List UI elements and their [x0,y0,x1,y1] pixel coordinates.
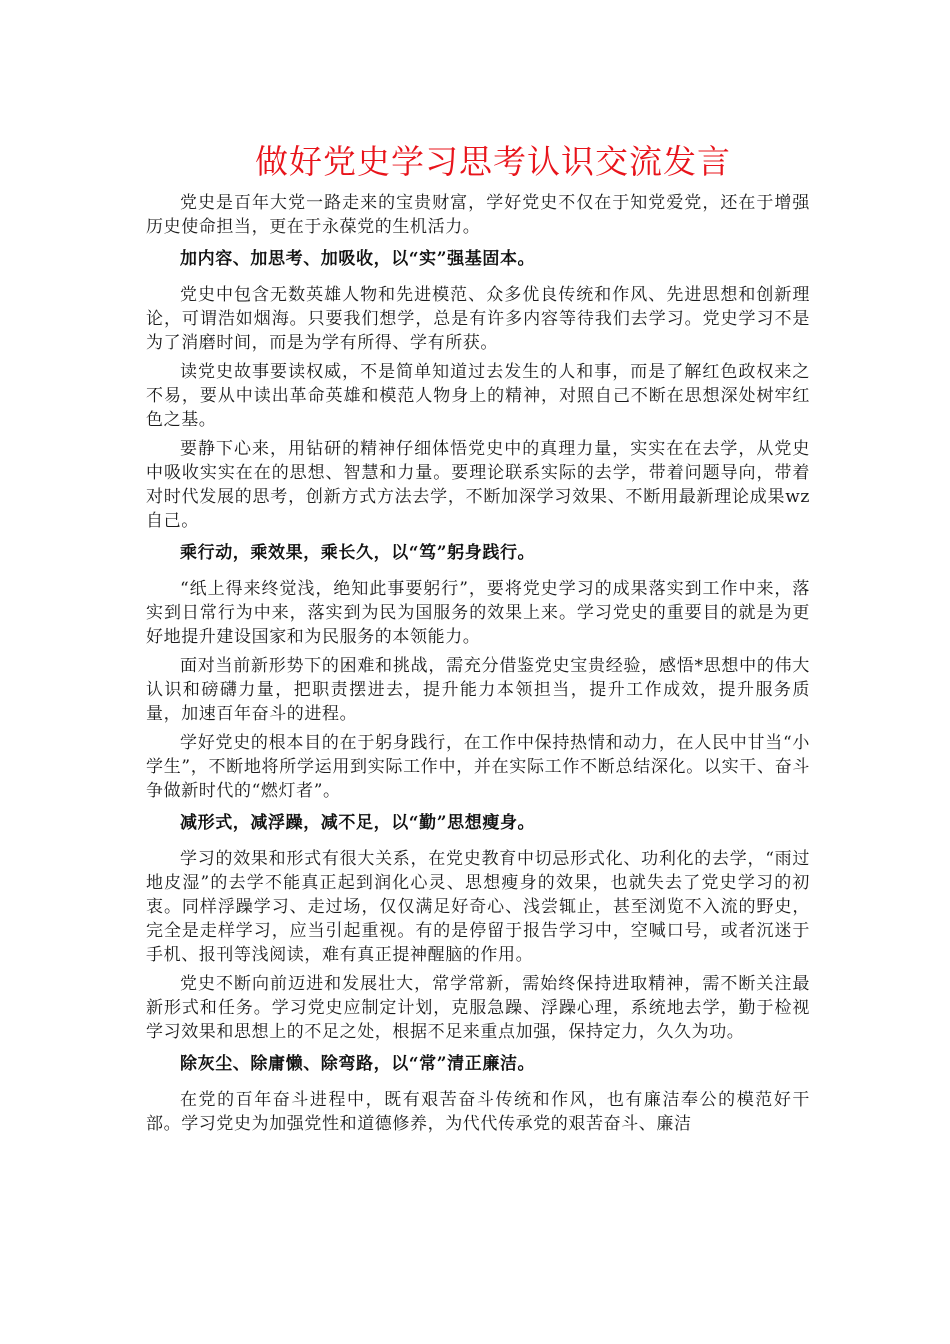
paragraph: 学好党史的根本目的在于躬身践行，在工作中保持热情和动力，在人民中甘当“小学生”，不断地将所学运用到实际工作中，并在实际工作不断总结深化。以实干、奋斗争做新时代的“燃灯者”。 [146,733,810,801]
document-title: 做好党史学习思考认识交流发言 [255,142,731,181]
paragraph: 要静下心来，用钻研的精神仔细体悟党史中的真理力量，实实在在去学，从党史中吸收实实在在的思想、智慧和力量。要理论联系实际的去学，带着问题导向，带着对时代发展的思考，创新方式方法去学，不断加深学习效果、不断用最新理论成果wz自己。 [146,439,810,531]
paragraph: 党史中包含无数英雄人物和先进模范、众多优良传统和作风、先进思想和创新理论，可谓浩如烟海。只要我们想学，总是有许多内容等待我们去学习。党史学习不是为了消磨时间，而是为学有所得、学有所获。 [146,285,810,353]
section-heading: 乘行动，乘效果，乘长久，以“笃”躬身践行。 [180,543,536,563]
paragraph: 学习的效果和形式有很大关系，在党史教育中切忌形式化、功利化的去学，“雨过地皮湿”的去学不能真正起到润化心灵、思想瘦身的效果，也就失去了党史学习的初衷。同样浮躁学习、走过场，仅仅满足好奇心、浅尝辄止，甚至浏览不入流的野史，完全是走样学习，应当引起重视。有的是停留于报告学习中，空喊口号，或者沉迷于手机、报刊等浅阅读，难有真正提神醒脑的作用。 [146,849,810,965]
section-heading: 除灰尘、除庸懒、除弯路，以“常”清正廉洁。 [180,1054,536,1074]
paragraph: 读党史故事要读权威，不是简单知道过去发生的人和事，而是了解红色政权来之不易，要从中读出革命英雄和模范人物身上的精神，对照自己不断在思想深处树牢红色之基。 [146,362,810,430]
paragraph: 党史不断向前迈进和发展壮大，常学常新，需始终保持进取精神，需不断关注最新形式和任务。学习党史应制定计划，克服急躁、浮躁心理，系统地去学，勤于检视学习效果和思想上的不足之处，根据不足来重点加强，保持定力，久久为功。 [146,974,810,1042]
section-heading: 加内容、加思考、加吸收，以“实”强基固本。 [180,249,536,269]
paragraph: 面对当前新形势下的困难和挑战，需充分借鉴党史宝贵经验，感悟*思想中的伟大认识和磅礴力量，把职责摆进去，提升能力本领担当，提升工作成效，提升服务质量，加速百年奋斗的进程。 [146,656,810,724]
paragraph: 在党的百年奋斗进程中，既有艰苦奋斗传统和作风，也有廉洁奉公的模范好干部。学习党史为加强党性和道德修养，为代代传承党的艰苦奋斗、廉洁 [146,1090,810,1134]
document-body [146,191,810,1136]
document-page [146,0,810,1141]
paragraph: 党史是百年大党一路走来的宝贵财富，学好党史不仅在于知党爱党，还在于增强历史使命担当，更在于永葆党的生机活力。 [146,193,810,237]
section-heading: 减形式，减浮躁，减不足，以“勤”思想瘦身。 [180,813,536,833]
paragraph: “纸上得来终觉浅，绝知此事要躬行”，要将党史学习的成果落实到工作中来，落实到日常行为中来，落实到为民为国服务的效果上来。学习党史的重要目的就是为更好地提升建设国家和为民服务的本领能力。 [146,579,810,647]
